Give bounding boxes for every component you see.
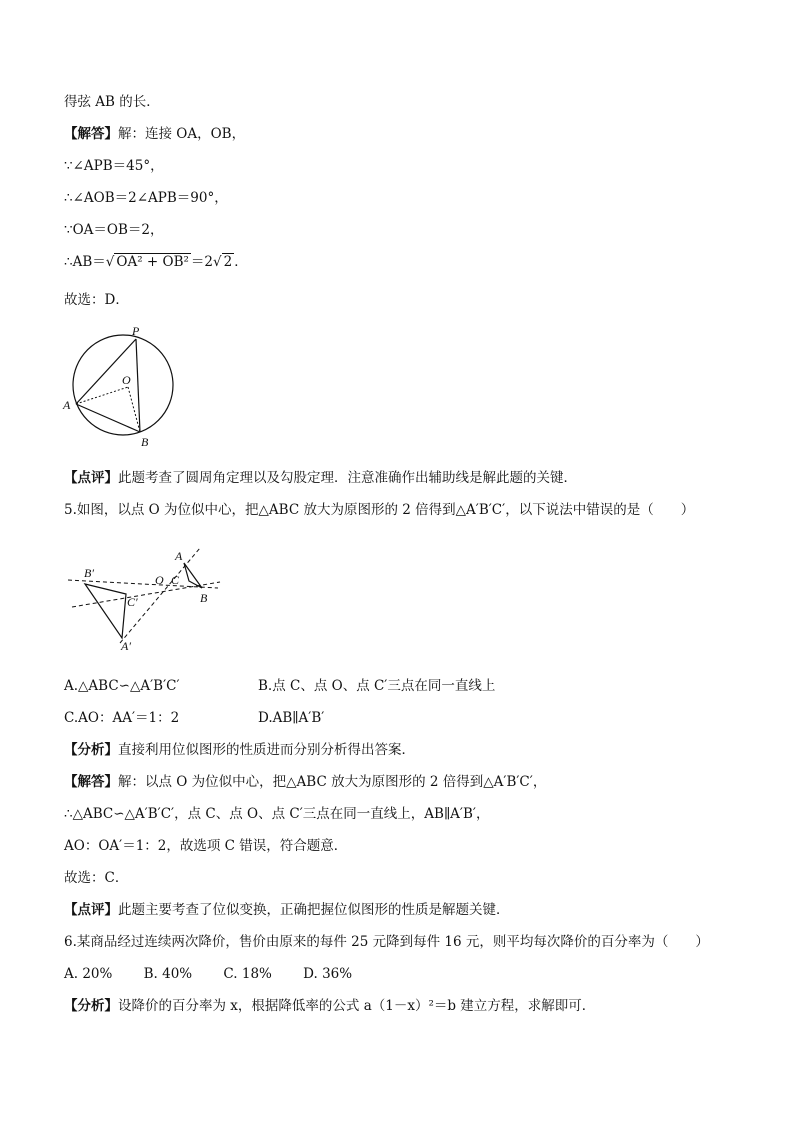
tag-answer: 【解答】: [64, 774, 118, 790]
sqrt-sign: √: [105, 254, 115, 270]
question-6-options: A. 20% B. 40% C. 18% D. 36%: [64, 966, 353, 982]
sqrt-sign: √: [213, 254, 222, 270]
label-b: B: [141, 435, 149, 449]
tag-analysis: 【分析】: [64, 998, 118, 1014]
analysis-text: 直接利用位似图形的性质进而分别分析得出答案．: [118, 742, 415, 758]
text-line: 得弦 AB 的长．: [64, 94, 160, 110]
question-6: 6.某商品经过连续两次降价，售价由原来的每件 25 元降到每件 16 元，则平均每次降价的百分率为（ ）: [64, 934, 709, 950]
triangle-abc: [184, 563, 202, 588]
sqrt-content: OA² + OB²: [116, 254, 189, 270]
label-a2: A′: [121, 639, 131, 653]
formula-prefix: ∴AB＝: [64, 254, 106, 270]
text-line: AO：OA′＝1：2，故选项 C 错误，符合题意．: [64, 838, 348, 854]
label-o: O: [122, 373, 131, 387]
text-line: 故选：D．: [64, 292, 129, 308]
tag-analysis: 【分析】: [64, 742, 118, 758]
formula-line: [64, 252, 248, 272]
sqrt-content: 2: [223, 254, 233, 270]
label-a: A: [63, 398, 71, 412]
tag-answer: 【解答】: [64, 126, 118, 142]
label-a: A: [175, 549, 183, 563]
option-c: C.AO：AA′＝1：2: [64, 710, 180, 726]
analysis-line: [64, 996, 595, 1016]
formula-end: ．: [234, 254, 248, 270]
text-line: ∵∠APB＝45°，: [64, 158, 164, 174]
comment-line: [64, 900, 510, 920]
text-line: ∴△ABC∽△A′B′C′，点 C、点 O、点 C′三点在同一直线上，AB∥A′B′，: [64, 806, 490, 822]
label-b2: B′: [84, 566, 94, 580]
analysis-text: 设降价的百分率为 x，根据降低率的公式 a（1－x）²＝b 建立方程，求解即可．: [118, 998, 596, 1014]
text-line: ∴∠AOB＝2∠APB＝90°，: [64, 190, 228, 206]
circle-figure: [60, 322, 190, 452]
triangle-a2b2c2: [85, 584, 126, 638]
question-5: 5.如图，以点 O 为位似中心，把△ABC 放大为原图形的 2 倍得到△A′B′C′，以下说法中错误的是（ ）: [64, 502, 695, 518]
label-b: B: [200, 591, 208, 605]
chord-ap: [76, 339, 136, 404]
text-line: 故选：C．: [64, 870, 129, 886]
label-c: C: [171, 573, 180, 587]
option-d: D.AB∥A′B′: [258, 710, 325, 726]
homothety-figure: [60, 540, 230, 660]
formula-equals: ＝2: [190, 254, 213, 270]
label-p: P: [132, 324, 140, 338]
comment-text: 此题主要考查了位似变换，正确把握位似图形的性质是解题关键．: [118, 902, 510, 918]
comment-text: 此题考查了圆周角定理以及勾股定理．注意准确作出辅助线是解此题的关键．: [118, 470, 577, 486]
text-line: ∵OA＝OB＝2，: [64, 222, 164, 238]
label-c2: C′: [127, 595, 138, 609]
solution-line: [64, 124, 245, 144]
answer-text: 解：以点 O 为位似中心，把△ABC 放大为原图形的 2 倍得到△A′B′C′，: [118, 774, 547, 790]
solution-line: [64, 772, 546, 792]
tag-comment: 【点评】: [64, 902, 118, 918]
analysis-line: [64, 740, 415, 760]
comment-line: [64, 468, 577, 488]
label-o: O: [155, 573, 164, 587]
answer-text: 解：连接 OA，OB，: [118, 126, 246, 142]
option-b: B.点 C、点 O、点 C′三点在同一直线上: [258, 678, 496, 694]
option-a: A.△ABC∽△A′B′C′: [64, 678, 180, 694]
tag-comment: 【点评】: [64, 470, 118, 486]
